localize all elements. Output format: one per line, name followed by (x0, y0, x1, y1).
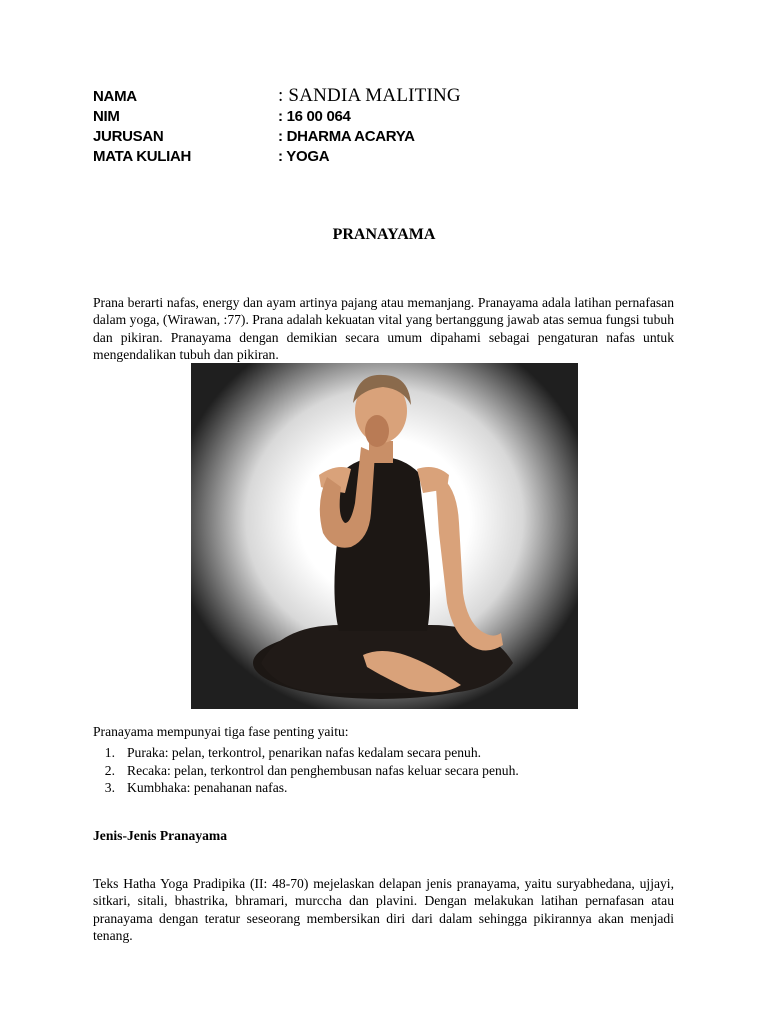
list-item (93, 779, 693, 797)
list-item-number: 3. (104, 780, 115, 795)
hand-at-nose-shape (365, 415, 389, 447)
meditating-woman-illustration (191, 363, 578, 709)
header-value: : YOGA (278, 147, 330, 165)
header-value: : DHARMA ACARYA (278, 127, 415, 145)
list-item-text: Puraka: pelan, terkontrol, penarikan nafas kedalam secara penuh. (127, 745, 482, 760)
phases-intro: Pranayama mempunyai tiga fase penting yaitu: (93, 723, 349, 739)
header-value: : SANDIA MALITING (278, 85, 461, 106)
document-title: PRANAYAMA (332, 226, 436, 243)
yoga-pose-photo (191, 363, 578, 709)
header-label: MATA KULIAH (93, 147, 192, 165)
header-value: : 16 00 064 (278, 107, 351, 125)
header-label: NAMA (93, 87, 137, 105)
section-heading: Jenis-Jenis Pranayama (93, 828, 228, 843)
list-item-text: Recaka: pelan, terkontrol dan penghembusan nafas keluar secara penuh. (127, 762, 519, 778)
header-row-jurusan (93, 126, 461, 146)
list-item-text: Kumbhaka: penahanan nafas. (127, 780, 288, 795)
list-item (93, 744, 693, 762)
list-item (93, 762, 693, 780)
right-arm-shape (435, 473, 503, 651)
header-label: JURUSAN (93, 127, 164, 145)
header-label: NIM (93, 107, 120, 125)
student-info-header (93, 86, 461, 166)
header-row-nama (93, 86, 461, 106)
list-item-number: 2. (104, 762, 115, 778)
intro-paragraph: Prana berarti nafas, energy dan ayam artinya pajang atau memanjang. Pranayama adala latihan pernafasan dalam yoga, (Wirawan, :77). Prana adalah kekuatan vital yang bertanggung jawab atas semua fungsi tubuh dan pikiran. Pranayama dengan demikian secara umum dipahami sebagai pengaturan nafas untuk mengendalikan tubuh dan pikiran. (93, 294, 674, 363)
header-row-nim (93, 106, 461, 126)
phases-list (93, 744, 693, 797)
closing-paragraph: Teks Hatha Yoga Pradipika (II: 48-70) mejelaskan delapan jenis pranayama, yaitu suryabhedana, ujjayi, sitkari, sitali, bhastrika, bhramari, murccha dan plavini. Dengan melakukan latihan pernafasan atau pranayama dengan teratur seseorang membersikan diri dari dalam sehingga pikirannya akan menjadi tenang. (93, 875, 674, 944)
header-row-mata-kuliah (93, 146, 461, 166)
list-item-number: 1. (104, 745, 115, 760)
